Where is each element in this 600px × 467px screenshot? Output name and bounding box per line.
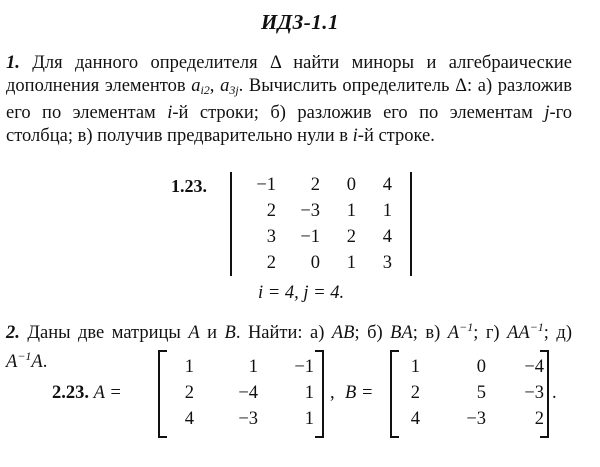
matrix-a-cell: −3 [238,409,258,429]
product-ba: BA [390,323,413,343]
problem-2-text-a: Даны две матрицы [19,323,189,343]
det-cell: 1 [382,201,392,221]
matrix-b-left-bracket [390,350,399,438]
problem-1-text-c: -й строки; б) разложив его по элементам [172,103,545,123]
det-cell: 3 [266,227,276,247]
matrices-label: 2.23. A = [52,383,122,403]
inverse-a: $A^{-1}$ [447,320,474,343]
matrix-b-label: B = [345,383,374,403]
matrix-a-cell: 1 [304,409,314,429]
matrix-b-cell: 1 [410,357,420,377]
matrices-end: . [552,383,557,403]
matrix-a-cell: −1 [294,357,314,377]
problem-1-text: 1. Для данного определителя Δ найти миноры и алгебраические дополнения элементов $a_{i2}$, $a_{3j}$. Вычислить определитель Δ: а) разложив его по элементам i-й строки; б) разложив его по элементам j-го столбца; в) получив предварительно нули в i-й строке. [6,53,573,146]
problem-1-number: 1. [6,53,20,73]
index-condition: i = 4, j = 4. [258,283,345,303]
det-cell: 1 [346,253,356,273]
det-cell: 0 [310,253,320,273]
problem-2-text-b: . Найти: а) [235,323,332,343]
matrix-b [400,354,544,432]
problem-2-text-e: ; г) [473,323,508,343]
matrix-a-right-bracket [315,350,324,438]
matrix-a-cell: 4 [184,409,194,429]
matrix-b-cell: 5 [476,383,486,403]
det-cell: −3 [300,201,320,221]
problem-1-text-a: Для данного определителя Δ найти миноры и алгебраические дополнения элементов [6,53,572,96]
matrix-a-cell: −4 [238,383,258,403]
determinant-right-bar [410,172,412,276]
var-i: i [167,103,173,123]
product-a-ainv: $AA^{-1}$ [507,320,544,343]
matrices-separator: , [330,383,335,403]
matrix-a-cell: 1 [184,357,194,377]
det-cell: 2 [310,175,320,195]
det-cell: −1 [256,175,276,195]
det-cell: 3 [382,253,392,273]
element-a-i2: $a_{i2}$ [191,76,210,97]
problem-2-text-d: ; в) [412,323,448,343]
problem-2-number: 2. [6,323,20,343]
matrix-b-cell: −3 [466,409,486,429]
matrix-b-cell: 0 [476,357,486,377]
matrix-a-cell: 2 [184,383,194,403]
det-cell: 2 [266,253,276,273]
determinant-label: 1.23. [171,176,207,196]
matrix-name-b: B [224,323,236,343]
matrix-b-cell: −4 [524,357,544,377]
matrix-b-cell: 2 [410,383,420,403]
matrix-a-cell: 1 [304,383,314,403]
problem-1-text-d: -го столбца; в) получив предварительно нули в [6,103,572,146]
matrix-a-cell: 1 [248,357,258,377]
det-cell: 4 [382,175,392,195]
matrix-b-cell: 4 [410,409,420,429]
problem-1-text-e: -й строке. [357,126,435,146]
det-cell: 2 [346,227,356,247]
problem-2-text-g: . [42,352,48,372]
problem-2-text-c: ; б) [354,323,391,343]
product-ab: AB [331,323,355,343]
page-title: ИДЗ-1.1 [260,10,340,34]
determinant-matrix [238,172,408,276]
conjunction: и [199,323,225,343]
var-i-2: i [352,126,358,146]
problem-2-text-f: ; д) [543,323,572,343]
det-cell: 4 [382,227,392,247]
matrix-b-cell: −3 [524,383,544,403]
element-a-3j: $a_{3j}$ [220,76,239,97]
matrix-b-cell: 2 [534,409,544,429]
var-j: j [544,103,550,123]
problem-1-text-b: . Вычислить определитель Δ: а) разложив его по элементам [6,76,573,123]
matrix-name-a: A [188,323,200,343]
det-cell: 2 [266,201,276,221]
product-ainv-a: $A^{-1}A$ [6,349,43,372]
determinant-left-bar [230,172,232,276]
det-cell: −1 [300,227,320,247]
det-cell: 0 [346,175,356,195]
matrix-a [168,354,314,432]
det-cell: 1 [346,201,356,221]
matrix-b-right-bracket [540,350,549,438]
matrix-a-left-bracket [158,350,167,438]
